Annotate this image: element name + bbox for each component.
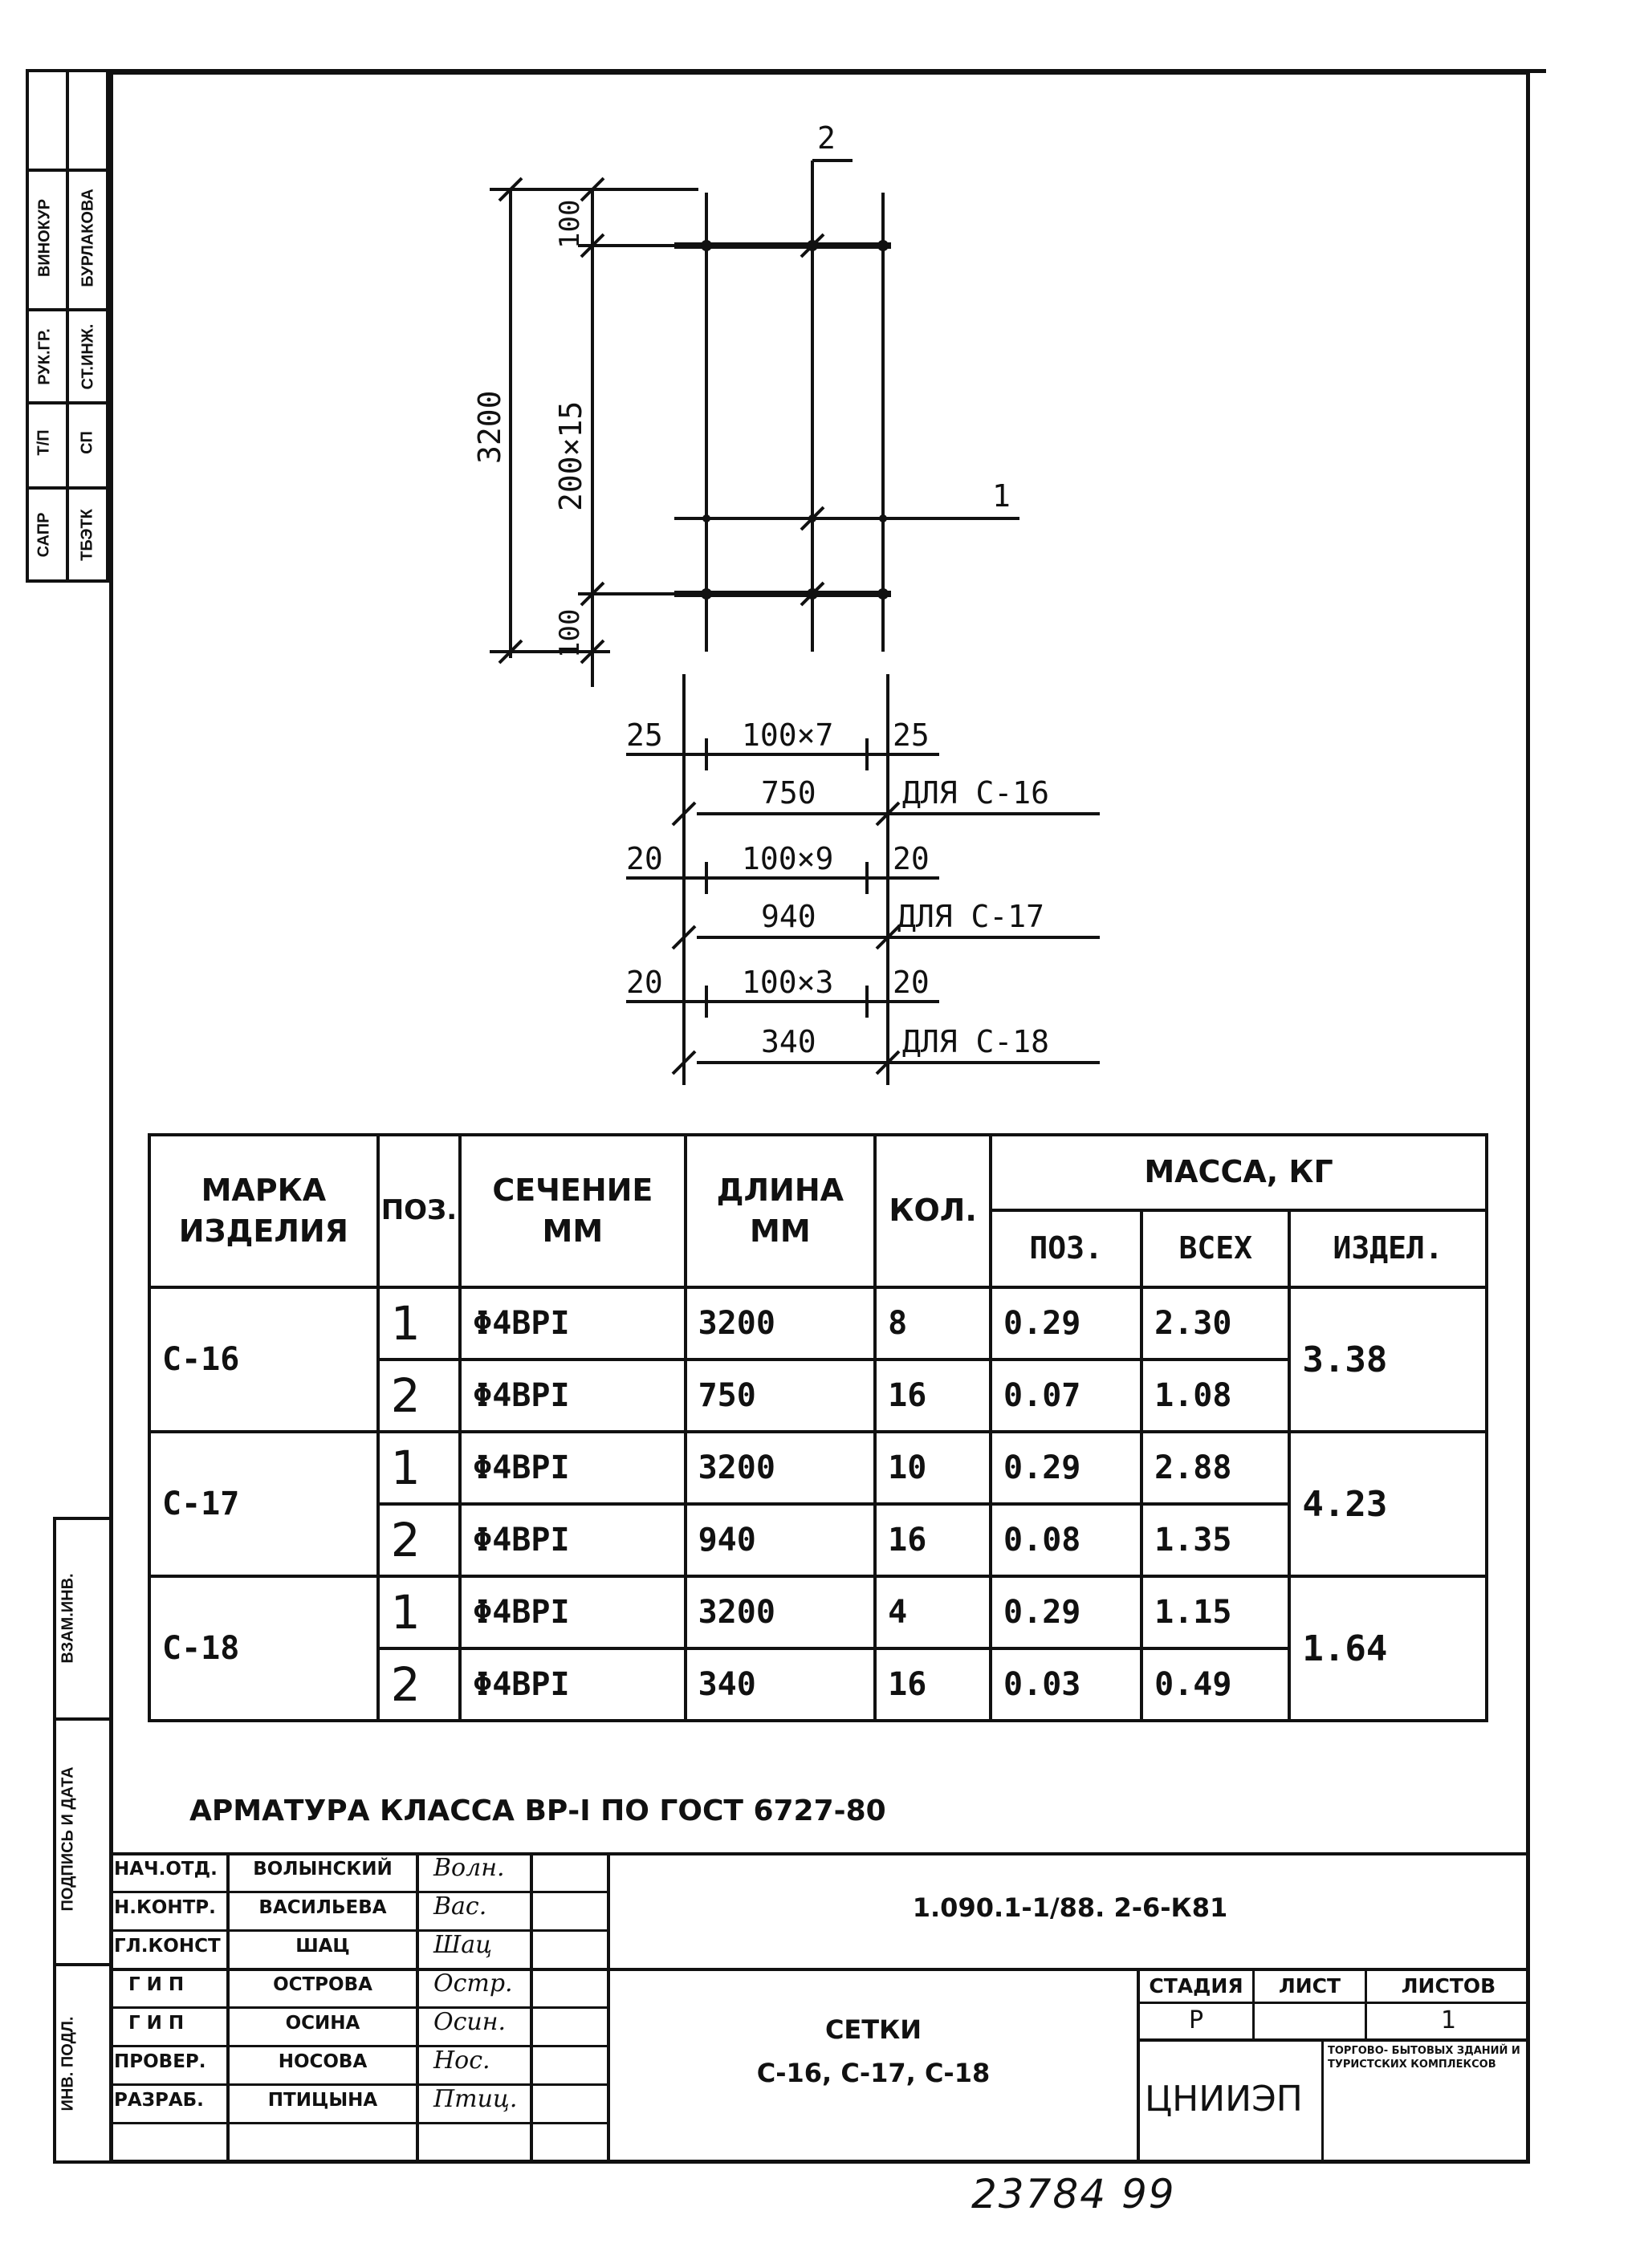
cell-pos: 1	[378, 1432, 460, 1504]
cell-pos: 2	[378, 1360, 460, 1432]
cell-mass-item: 4.23	[1289, 1432, 1487, 1576]
cell-section: Φ4ВРI	[460, 1360, 685, 1432]
name-volynsky: ВОЛЫНСКИЙ	[253, 1859, 393, 1880]
cell-length: 750	[686, 1360, 876, 1432]
cell-pos: 2	[378, 1648, 460, 1721]
cell-mass-all: 1.15	[1141, 1576, 1289, 1648]
header-length: ДЛИНА ММ	[686, 1135, 876, 1287]
cell-qty: 16	[875, 1648, 991, 1721]
cell-mark: С-16	[149, 1287, 378, 1432]
cell-mass-all: 2.30	[1141, 1287, 1289, 1360]
cell-length: 3200	[686, 1576, 876, 1648]
name-nosova: НОСОВА	[278, 2051, 368, 2072]
role-gip-1: Г И П	[128, 1974, 185, 1995]
stamp-burlakova: БУРЛАКОВА	[79, 189, 97, 287]
cell-section: Φ4ВРI	[460, 1432, 685, 1504]
header-section: СЕЧЕНИЕ ММ	[460, 1135, 685, 1287]
label-sheet: ЛИСТ	[1278, 1974, 1341, 1998]
role-gl-konst: ГЛ.КОНСТ	[114, 1936, 221, 1957]
cell-section: Φ4ВРI	[460, 1576, 685, 1648]
drawing-title-line1: СЕТКИ	[824, 2014, 922, 2045]
signature-5: Осин.	[433, 2008, 507, 2036]
cell-length: 3200	[686, 1432, 876, 1504]
label-stage: СТАДИЯ	[1149, 1974, 1243, 1998]
stamp-sapr: САПР	[35, 512, 53, 558]
cell-qty: 8	[875, 1287, 991, 1360]
org-description: ТОРГОВО- БЫТОВЫХ ЗДАНИЙ И ТУРИСТСКИХ КОМПЛЕКСОВ	[1328, 2045, 1520, 2071]
cell-mass-pos: 0.29	[991, 1432, 1141, 1504]
dim-total-3200: 3200	[472, 390, 507, 464]
header-mark: МАРКА ИЗДЕЛИЯ	[149, 1135, 378, 1287]
mesh-drawing	[0, 0, 1640, 1124]
name-osina: ОСИНА	[285, 2013, 360, 2034]
cell-mark: С-17	[149, 1432, 378, 1576]
header-mass-all: ВСЕХ	[1141, 1210, 1289, 1287]
cell-section: Φ4ВРI	[460, 1504, 685, 1576]
header-pos: ПОЗ.	[378, 1135, 460, 1287]
table-header-row	[149, 1135, 1487, 1210]
org-name: ЦНИИЭП	[1145, 2079, 1303, 2120]
header-mass-item: ИЗДЕЛ.	[1289, 1210, 1487, 1287]
cell-mass-all: 1.08	[1141, 1360, 1289, 1432]
cell-mass-item: 3.38	[1289, 1287, 1487, 1432]
role-prover: ПРОВЕР.	[114, 2051, 206, 2072]
stamp-st-inzh: СТ.ИНЖ.	[79, 323, 97, 390]
cell-pos: 1	[378, 1576, 460, 1648]
name-vasilyeva: ВАСИЛЬЕВА	[258, 1897, 387, 1918]
value-stage: Р	[1188, 2006, 1204, 2034]
reinforcement-note: АРМАТУРА КЛАССА ВР-I ПО ГОСТ 6727-80	[189, 1794, 886, 1827]
archive-number: 23784 99	[971, 2171, 1176, 2217]
cell-qty: 10	[875, 1432, 991, 1504]
header-qty: КОЛ.	[875, 1135, 991, 1287]
cell-length: 3200	[686, 1287, 876, 1360]
stamp-podpis-data: ПОДПИСЬ И ДАТА	[59, 1766, 77, 1912]
cell-mass-pos: 0.29	[991, 1576, 1141, 1648]
cell-mass-pos: 0.29	[991, 1287, 1141, 1360]
header-mass-pos: ПОЗ.	[991, 1210, 1141, 1287]
signature-1: Волн.	[433, 1854, 505, 1882]
cell-mass-pos: 0.03	[991, 1648, 1141, 1721]
cell-length: 340	[686, 1648, 876, 1721]
table-row	[149, 1576, 1487, 1648]
cell-section: Φ4ВРI	[460, 1648, 685, 1721]
signature-3: Шац	[433, 1931, 493, 1959]
cell-mass-all: 2.88	[1141, 1432, 1289, 1504]
stamp-tp: Т/П	[35, 429, 53, 456]
signature-2: Вас.	[433, 1892, 487, 1920]
label-pos-2: 2	[817, 120, 836, 156]
name-ostrova: ОСТРОВА	[273, 1974, 372, 1995]
role-n-kontr: Н.КОНТР.	[114, 1897, 216, 1918]
cell-mass-pos: 0.07	[991, 1360, 1141, 1432]
stamp-vzam-inv: ВЗАМ.ИНВ.	[59, 1573, 77, 1664]
cell-qty: 16	[875, 1360, 991, 1432]
role-razrab: РАЗРАБ.	[114, 2090, 204, 2111]
cell-qty: 16	[875, 1504, 991, 1576]
dim-mid-200x15: 200×15	[553, 400, 588, 511]
role-nach-otd: НАЧ.ОТД.	[114, 1859, 218, 1880]
name-ptitsyna: ПТИЦЫНА	[267, 2090, 378, 2111]
signature-7: Птиц.	[433, 2085, 518, 2113]
stamp-tbetk: ТБЭТК	[78, 509, 96, 561]
cell-pos: 1	[378, 1287, 460, 1360]
spec-table	[148, 1133, 1488, 1722]
cell-section: Φ4ВРI	[460, 1287, 685, 1360]
label-sheets: ЛИСТОВ	[1401, 1974, 1496, 1998]
signature-6: Нос.	[433, 2046, 490, 2075]
cell-mark: С-18	[149, 1576, 378, 1721]
dim-top-100: 100	[554, 199, 586, 249]
header-mass: МАССА, КГ	[991, 1135, 1487, 1210]
table-row	[149, 1287, 1487, 1360]
stamp-sp: СП	[78, 431, 96, 454]
stamp-inv-podl: ИНВ. ПОДЛ.	[59, 2016, 77, 2112]
drawing-title-line2: С-16, С-17, С-18	[756, 2058, 991, 2088]
cell-length: 940	[686, 1504, 876, 1576]
cell-mass-all: 1.35	[1141, 1504, 1289, 1576]
dim-bottom-100: 100	[554, 608, 586, 658]
signature-4: Остр.	[433, 1969, 513, 1998]
name-shats: ШАЦ	[295, 1936, 350, 1957]
stamp-ruk-gr: РУК.ГР.	[35, 328, 54, 385]
role-gip-2: Г И П	[128, 2013, 185, 2034]
cell-pos: 2	[378, 1504, 460, 1576]
table-row	[149, 1432, 1487, 1504]
cell-mass-item: 1.64	[1289, 1576, 1487, 1721]
stamp-vinokur: ВИНОКУР	[35, 198, 54, 278]
value-sheets: 1	[1440, 2006, 1457, 2034]
cell-mass-pos: 0.08	[991, 1504, 1141, 1576]
cell-mass-all: 0.49	[1141, 1648, 1289, 1721]
label-pos-1: 1	[992, 478, 1011, 514]
cell-qty: 4	[875, 1576, 991, 1648]
document-code: 1.090.1-1/88. 2-6-К81	[912, 1892, 1228, 1923]
